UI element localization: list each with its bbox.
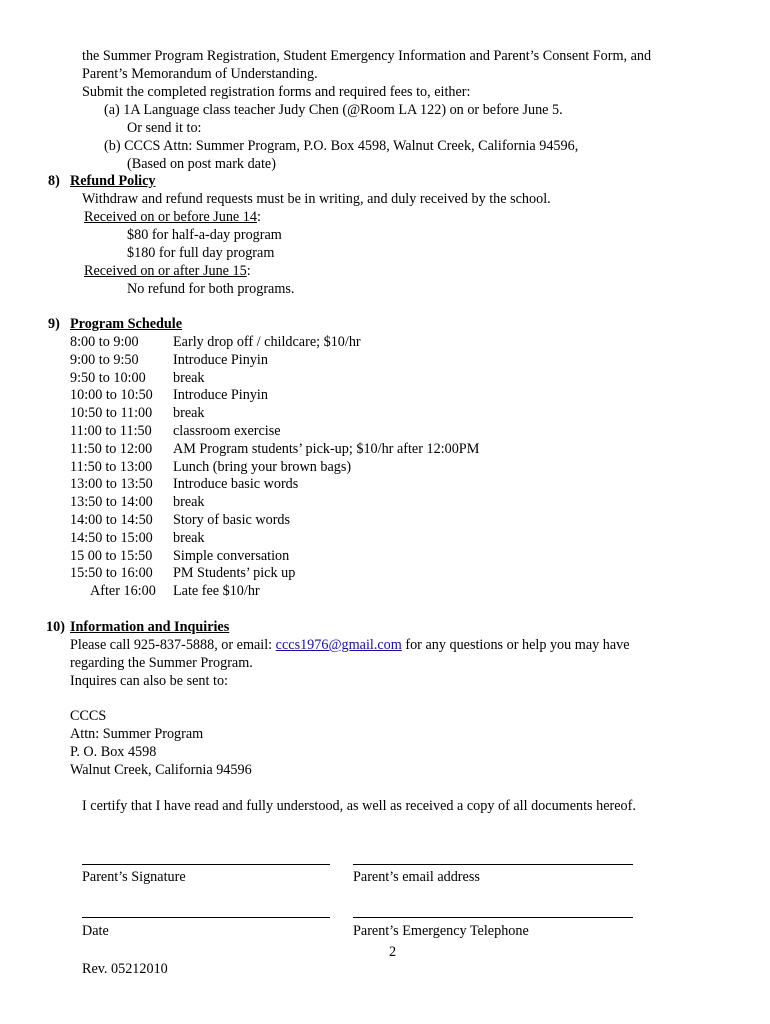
- schedule-time: 13:50 to 14:00: [70, 494, 153, 511]
- section-10-number: 10): [46, 619, 65, 635]
- schedule-activity: PM Students’ pick up: [173, 565, 296, 582]
- parent-signature-label: Parent’s Signature: [82, 869, 186, 885]
- refund-full-day: $180 for full day program: [127, 245, 275, 261]
- parent-phone-label: Parent’s Emergency Telephone: [353, 923, 529, 939]
- refund-before-label: Received on or before June 14:: [84, 209, 261, 225]
- schedule-time: 11:50 to 13:00: [70, 458, 153, 475]
- schedule-time: 14:50 to 15:00: [70, 529, 153, 546]
- address-name: CCCS: [70, 708, 107, 724]
- page-number: 2: [389, 944, 397, 960]
- parent-phone-line[interactable]: [353, 917, 633, 918]
- schedule-time: 9:00 to 9:50: [70, 351, 139, 368]
- schedule-time: 9:50 to 10:00: [70, 369, 146, 386]
- section-8-number: 8): [48, 173, 60, 189]
- refund-intro: Withdraw and refund requests must be in writing, and duly received by the school.: [82, 191, 551, 207]
- contact-line-2: regarding the Summer Program.: [70, 655, 253, 671]
- schedule-time: 13:00 to 13:50: [70, 476, 153, 493]
- schedule-activity: Story of basic words: [173, 512, 291, 528]
- schedule-activity: AM Program students’ pick-up; $10/hr after 12:00PM: [173, 440, 480, 457]
- schedule-activity: Lunch (bring your brown bags): [173, 458, 352, 475]
- option-b-line: (b) CCCS Attn: Summer Program, P.O. Box 4598, Walnut Creek, California 94596,: [104, 138, 579, 154]
- parent-email-line[interactable]: [353, 864, 633, 865]
- address-attn: Attn: Summer Program: [70, 726, 204, 742]
- contact-call-text: Please call 925-837-5888, or email:: [70, 637, 276, 653]
- certification-statement: I certify that I have read and fully understood, as well as received a copy of all documents hereof.: [82, 798, 636, 814]
- schedule-activity: break: [173, 405, 205, 422]
- refund-policy-heading: Refund Policy: [70, 173, 156, 189]
- schedule-activity: break: [173, 529, 205, 546]
- option-a-send-line: Or send it to:: [127, 120, 202, 136]
- schedule-activity: break: [173, 494, 205, 511]
- schedule-time: 11:50 to 12:00: [70, 440, 153, 457]
- schedule-time: 15 00 to 15:50: [70, 547, 153, 564]
- intro-line-3: Submit the completed registration forms and required fees to, either:: [82, 84, 471, 100]
- refund-none: No refund for both programs.: [127, 281, 295, 297]
- contact-call-tail: for any questions or help you may have: [401, 637, 630, 653]
- parent-email-label: Parent’s email address: [353, 869, 480, 885]
- intro-line-2: Parent’s Memorandum of Understanding.: [82, 66, 318, 82]
- schedule-activity: classroom exercise: [173, 423, 281, 439]
- contact-line: [70, 637, 630, 654]
- schedule-time: 10:00 to 10:50: [70, 387, 153, 404]
- refund-half-day: $80 for half-a-day program: [127, 227, 282, 243]
- date-label: Date: [82, 923, 109, 939]
- schedule-activity: Late fee $10/hr: [173, 583, 260, 600]
- information-heading: Information and Inquiries: [70, 619, 230, 635]
- revision-code: Rev. 05212010: [82, 961, 168, 977]
- parent-signature-line[interactable]: [82, 864, 330, 865]
- schedule-activity: Introduce Pinyin: [173, 387, 268, 404]
- option-b-postmark-line: (Based on post mark date): [127, 156, 276, 172]
- refund-after-date: Received on or after June 15: [84, 263, 247, 279]
- schedule-activity: Introduce Pinyin: [173, 351, 268, 368]
- schedule-activity: break: [173, 369, 205, 386]
- intro-line-1: the Summer Program Registration, Student Emergency Information and Parent’s Consent Form, and: [82, 48, 652, 64]
- schedule-time: 14:00 to 14:50: [70, 512, 153, 528]
- date-line[interactable]: [82, 917, 330, 918]
- schedule-time: After 16:00: [90, 583, 156, 600]
- section-9-number: 9): [48, 316, 60, 332]
- address-po-box: P. O. Box 4598: [70, 744, 157, 760]
- schedule-activity: Introduce basic words: [173, 476, 299, 493]
- refund-after-label: Received on or after June 15:: [84, 263, 251, 279]
- option-a-line: (a) 1A Language class teacher Judy Chen (@Room LA 122) on or before June 5.: [104, 102, 563, 118]
- email-link[interactable]: cccs1976@gmail.com: [275, 637, 402, 653]
- inquiries-line: Inquires can also be sent to:: [70, 673, 228, 689]
- schedule-time: 11:00 to 11:50: [70, 423, 152, 439]
- schedule-time: 8:00 to 9:00: [70, 334, 139, 350]
- schedule-time: 10:50 to 11:00: [70, 405, 153, 422]
- schedule-time: 15:50 to 16:00: [70, 565, 153, 582]
- refund-before-date: Received on or before June 14: [84, 209, 257, 225]
- schedule-activity: Early drop off / childcare; $10/hr: [173, 334, 361, 350]
- schedule-activity: Simple conversation: [173, 547, 290, 564]
- address-city: Walnut Creek, California 94596: [70, 762, 252, 778]
- program-schedule-heading: Program Schedule: [70, 316, 183, 332]
